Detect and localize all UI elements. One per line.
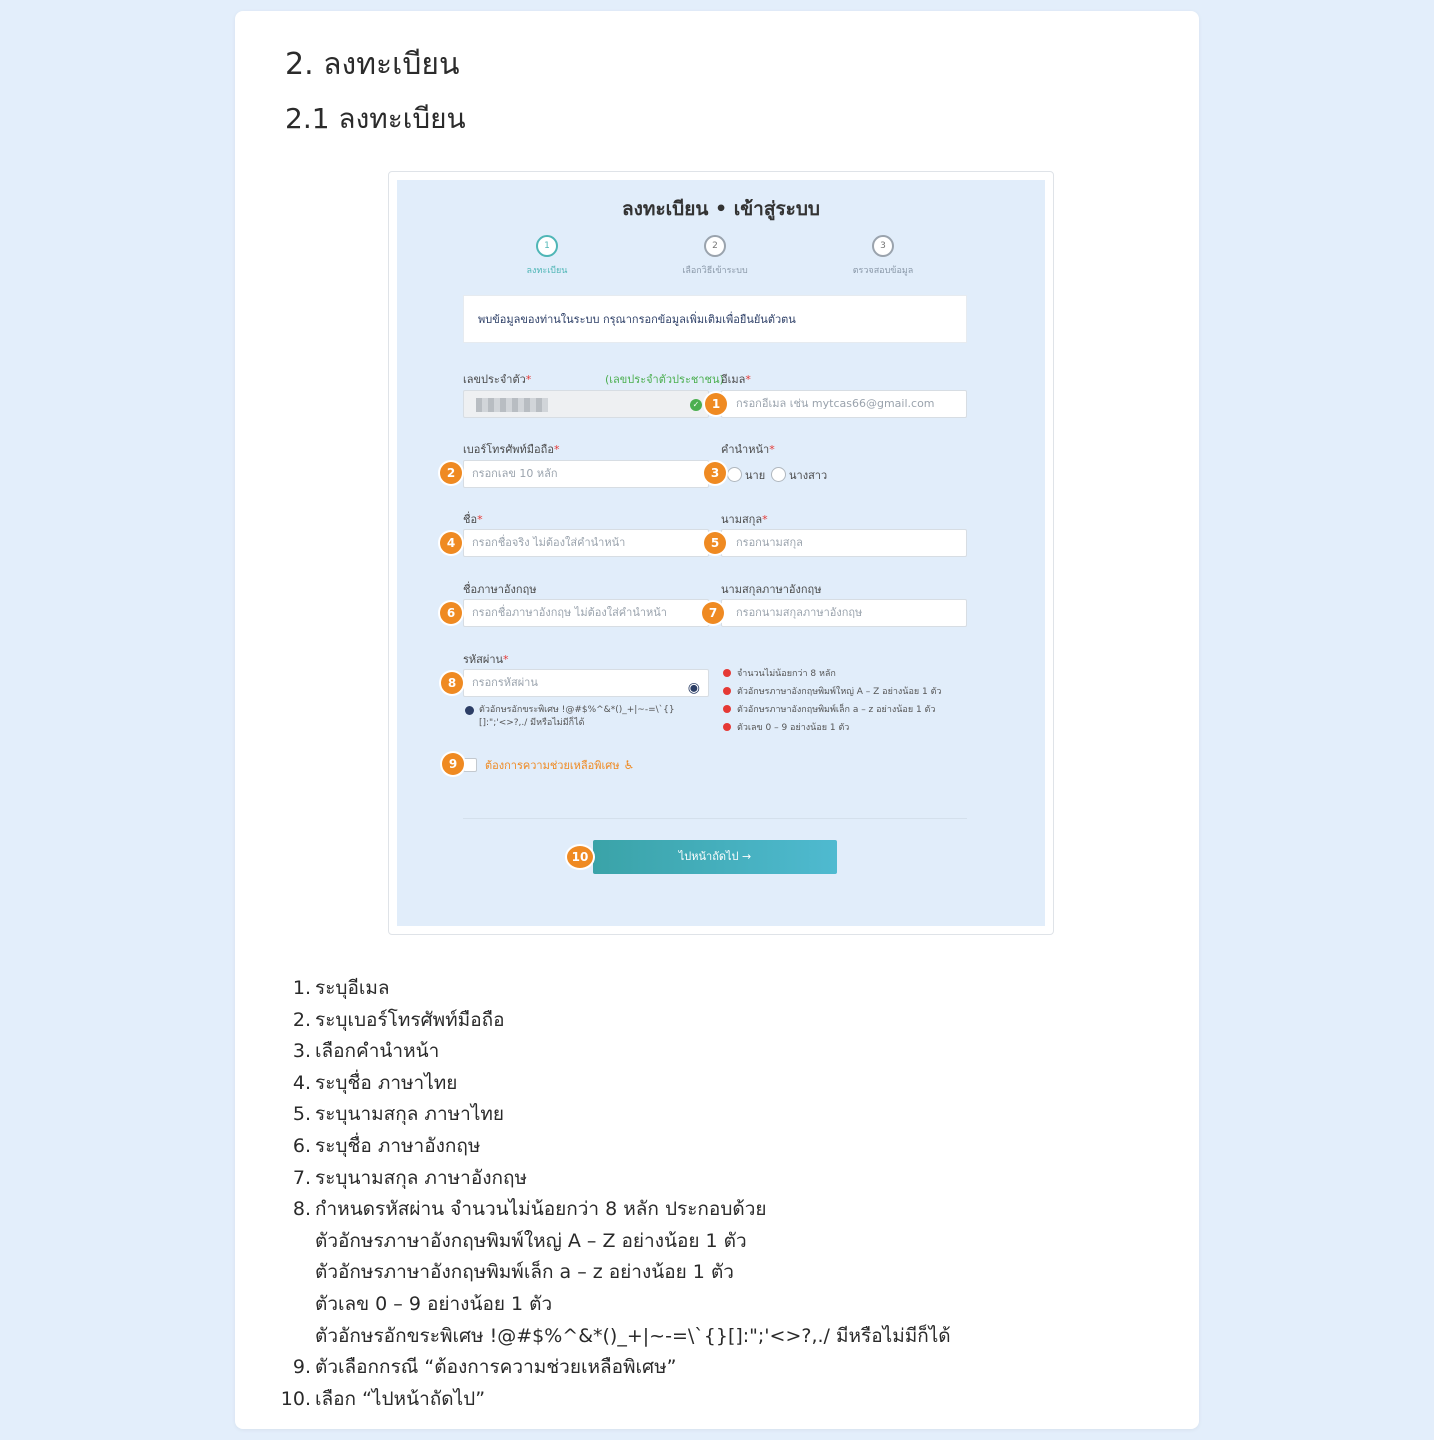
prefix-option-label: นางสาว: [789, 469, 828, 482]
rule-status-icon: [723, 705, 731, 713]
prefix-radio-mr[interactable]: [727, 467, 742, 482]
eye-icon[interactable]: ◉: [687, 680, 700, 696]
list-item: [285, 1163, 951, 1195]
list-number: 1.: [292, 977, 311, 999]
step-1: [477, 235, 617, 277]
step-label: เลือกวิธีเข้าระบบ: [682, 266, 748, 276]
phone-label: [463, 440, 559, 458]
list-text: เลือกคำนำหน้า: [315, 1040, 440, 1063]
password-info-text: ตัวอักษรอักขระพิเศษ !@#$%^&*()_+|~-=\`{}[]:";'<>?,./ มีหรือไม่มีก็ได้: [479, 705, 675, 728]
registration-form-screenshot: [388, 171, 1054, 935]
phone-input[interactable]: กรอกเลข 10 หลัก: [463, 460, 709, 488]
list-item: [285, 1068, 951, 1100]
list-text: ระบุเบอร์โทรศัพท์มือถือ: [315, 1008, 505, 1031]
redacted-id: [476, 398, 548, 412]
rule-text: ตัวเลข 0 – 9 อย่างน้อย 1 ตัว: [737, 723, 850, 733]
list-text: ตัวเลือกกรณี “ต้องการความช่วยเหลือพิเศษ”: [315, 1356, 677, 1379]
password-rule: [723, 666, 836, 680]
rule-status-icon: [723, 723, 731, 731]
required-mark: *: [553, 443, 560, 456]
subsection-heading: 2.1 ลงทะเบียน: [285, 102, 466, 135]
callout-badge: 4: [440, 532, 462, 554]
required-mark: *: [477, 513, 483, 526]
lastname-th-label: [721, 510, 768, 528]
rule-text: จำนวนไม่น้อยกว่า 8 หลัก: [737, 669, 836, 679]
required-mark: *: [503, 653, 509, 666]
help-label-text: ต้องการความช่วยเหลือพิเศษ: [485, 759, 620, 772]
next-page-button[interactable]: ไปหน้าถัดไป →: [593, 840, 837, 874]
step-2: [645, 235, 785, 277]
id-label-text: เลขประจำตัว: [463, 373, 526, 386]
check-icon: ✓: [690, 399, 702, 411]
callout-badge: 5: [704, 532, 726, 554]
required-mark: *: [762, 513, 768, 526]
divider: [463, 818, 967, 819]
step-circle: 3: [872, 235, 894, 257]
help-checkbox[interactable]: [463, 758, 477, 772]
callout-badge: 10: [567, 846, 593, 868]
info-icon: [465, 706, 474, 715]
rule-text: ตัวอักษรภาษาอังกฤษพิมพ์เล็ก a – z อย่างน้อย 1 ตัว: [737, 705, 936, 715]
password-info: [479, 704, 679, 730]
password-label-text: รหัสผ่าน: [463, 653, 504, 666]
wheelchair-icon: ♿: [623, 758, 635, 772]
list-item: [285, 973, 951, 1005]
firstname-th-label: [463, 510, 483, 528]
phone-label-text: เบอร์โทรศัพท์มือถือ: [463, 443, 554, 456]
step-3: [813, 235, 953, 277]
id-field: [463, 390, 709, 418]
required-mark: *: [525, 373, 532, 386]
prefix-label: [721, 440, 775, 458]
step-label: ตรวจสอบข้อมูล: [852, 266, 914, 276]
list-item: [285, 1352, 951, 1384]
list-number: 7.: [292, 1166, 311, 1189]
list-number: 6.: [292, 1134, 311, 1157]
list-number: 5.: [292, 1103, 311, 1126]
password-label: [463, 650, 509, 668]
list-number: 2.: [292, 1008, 311, 1031]
form-background: [397, 180, 1045, 926]
document-card: [235, 11, 1199, 1429]
list-text: ระบุอีเมล: [315, 977, 390, 999]
list-subitem: ตัวอักษรอักขระพิเศษ !@#$%^&*()_+|~-=\`{}[]:";'<>?,./ มีหรือไม่มีก็ได้: [315, 1324, 951, 1347]
callout-badge: 2: [440, 462, 462, 484]
instruction-list: [280, 973, 951, 1415]
list-number: 8.: [292, 1198, 311, 1221]
list-number: 10.: [280, 1387, 311, 1410]
step-circle: 2: [704, 235, 726, 257]
list-item: [285, 1194, 951, 1352]
list-item: [285, 1099, 951, 1131]
list-subitem: ตัวเลข 0 – 9 อย่างน้อย 1 ตัว: [315, 1292, 553, 1315]
list-number: 3.: [292, 1040, 311, 1063]
list-subitem: ตัวอักษรภาษาอังกฤษพิมพ์เล็ก a – z อย่างน้อย 1 ตัว: [315, 1261, 734, 1284]
prefix-label-text: คำนำหน้า: [721, 443, 770, 456]
firstname-en-input[interactable]: กรอกชื่อภาษาอังกฤษ ไม่ต้องใส่คำนำหน้า: [463, 599, 709, 627]
firstname-en-label: ชื่อภาษาอังกฤษ: [463, 583, 537, 596]
step-circle: 1: [536, 235, 558, 257]
list-text: ระบุชื่อ ภาษาอังกฤษ: [315, 1134, 481, 1157]
list-number: 9.: [292, 1356, 311, 1379]
form-title: ลงทะเบียน • เข้าสู่ระบบ: [622, 198, 820, 220]
list-text: กำหนดรหัสผ่าน จำนวนไม่น้อยกว่า 8 หลัก ประกอบด้วย: [315, 1198, 767, 1221]
list-number: 4.: [292, 1071, 311, 1094]
list-item: [280, 1384, 951, 1416]
required-mark: *: [745, 373, 751, 386]
email-label: [721, 370, 751, 388]
callout-badge: 3: [704, 462, 726, 484]
callout-badge: 7: [702, 602, 724, 624]
email-label-text: อีเมล: [721, 373, 746, 386]
password-input[interactable]: [463, 669, 709, 697]
lastname-th-label-text: นามสกุล: [721, 513, 763, 526]
callout-badge: 8: [441, 672, 463, 694]
rule-status-icon: [723, 669, 731, 677]
rule-text: ตัวอักษรภาษาอังกฤษพิมพ์ใหญ่ A – Z อย่างน้อย 1 ตัว: [737, 687, 942, 697]
id-label: [463, 370, 531, 388]
prefix-option-label: นาย: [745, 469, 766, 482]
password-rule: [723, 684, 942, 698]
lastname-th-input[interactable]: กรอกนามสกุล: [721, 529, 967, 557]
list-text: ระบุชื่อ ภาษาไทย: [315, 1071, 458, 1094]
lastname-en-label: นามสกุลภาษาอังกฤษ: [721, 583, 822, 596]
notice-box: พบข้อมูลของท่านในระบบ กรุณากรอกข้อมูลเพิ่มเติมเพื่อยืนยันตัวตน: [463, 295, 967, 343]
list-item: [285, 1131, 951, 1163]
list-text: ระบุนามสกุล ภาษาอังกฤษ: [315, 1166, 528, 1189]
password-rule: [723, 720, 849, 734]
id-hint: (เลขประจำตัวประชาชน): [605, 373, 724, 386]
firstname-th-input[interactable]: กรอกชื่อจริง ไม่ต้องใส่คำนำหน้า: [463, 529, 709, 557]
help-label: [485, 756, 634, 774]
rule-status-icon: [723, 687, 731, 695]
list-item: [285, 1005, 951, 1037]
prefix-radio-miss[interactable]: [771, 467, 786, 482]
password-rule: [723, 702, 935, 716]
lastname-en-input[interactable]: กรอกนามสกุลภาษาอังกฤษ: [721, 599, 967, 627]
section-heading: 2. ลงทะเบียน: [285, 47, 460, 82]
email-input[interactable]: กรอกอีเมล เช่น mytcas66@gmail.com: [721, 390, 967, 418]
callout-badge: 9: [442, 753, 464, 775]
firstname-th-label-text: ชื่อ: [463, 513, 478, 526]
callout-badge: 6: [440, 602, 462, 624]
list-item: [285, 1036, 951, 1068]
list-text: เลือก “ไปหน้าถัดไป”: [315, 1387, 486, 1410]
list-subitem: ตัวอักษรภาษาอังกฤษพิมพ์ใหญ่ A – Z อย่างน้อย 1 ตัว: [315, 1229, 747, 1252]
step-label: ลงทะเบียน: [526, 266, 568, 276]
list-text: ระบุนามสกุล ภาษาไทย: [315, 1103, 505, 1126]
required-mark: *: [769, 443, 775, 456]
callout-badge: 1: [705, 393, 727, 415]
password-placeholder: กรอกรหัสผ่าน: [472, 676, 538, 689]
